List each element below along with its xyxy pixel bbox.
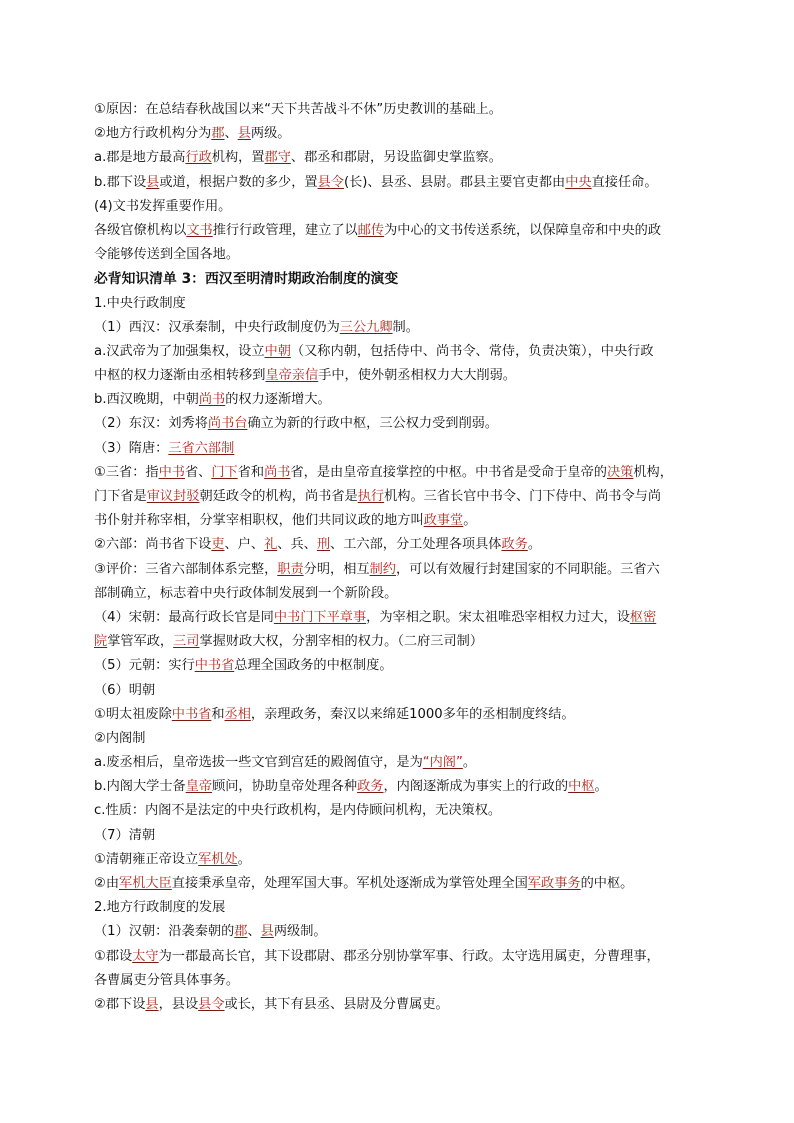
text-line — [94, 195, 714, 219]
text-segment: 门下省是 — [94, 489, 147, 504]
text-segment: 顾问，协助皇帝处理各种 — [212, 779, 358, 795]
text-line — [94, 437, 714, 461]
keyword-highlight: “内阁” — [422, 755, 463, 771]
text-segment: （3）隋唐： — [94, 440, 169, 456]
text-segment: a.郡是地方最高 — [94, 150, 186, 166]
keyword-highlight: 尚书 — [264, 464, 291, 480]
text-segment: 为中心的文书传送系统，以保障皇帝和中央的政 — [384, 222, 662, 238]
text-line — [94, 171, 714, 195]
text-segment: ，县设 — [158, 996, 199, 1012]
keyword-highlight: 县 — [145, 996, 159, 1012]
text-segment: a.废丞相后，皇帝选拔一些文官到宫廷的殿阁值守，是为 — [94, 755, 423, 771]
text-segment: ②由 — [94, 876, 120, 891]
keyword-highlight: 制约 — [369, 561, 396, 577]
text-line — [94, 509, 714, 533]
keyword-highlight: 三公九卿 — [339, 319, 393, 335]
text-segment: （又称内朝，包括侍中、尚书令、常侍，负责决策），中央行政 — [290, 343, 654, 359]
text-segment: 或长，其下有县丞、县尉及分曹属吏。 — [224, 996, 449, 1012]
text-segment: 两级制。 — [273, 924, 327, 940]
text-segment: ②地方行政机构分为 — [94, 126, 212, 142]
text-segment: （5）元朝：实行 — [94, 658, 195, 674]
text-segment: （1）西汉：汉承秦制，中央行政制度仍为 — [94, 319, 340, 335]
text-segment: 掌握财政大权，分割宰相的权力。（二府三司制） — [199, 634, 484, 650]
document-body — [94, 98, 714, 1017]
text-line — [94, 630, 714, 654]
text-segment: 各级官僚机构以 — [94, 222, 187, 238]
text-line — [94, 824, 714, 848]
text-segment: 两级。 — [250, 126, 291, 142]
text-line — [94, 727, 714, 751]
text-line — [94, 340, 714, 364]
keyword-highlight: 皇帝 — [185, 779, 213, 795]
text-segment: 必背知识清单 3：西汉至明清时期政治制度的演变 — [94, 271, 399, 288]
keyword-highlight: 太守 — [132, 948, 159, 964]
text-line — [94, 122, 714, 146]
text-line — [94, 969, 714, 993]
text-segment: 、户、 — [224, 537, 265, 553]
text-segment: （2）东汉：刘秀将 — [94, 416, 208, 432]
text-segment: 各曹属吏分管具体事务。 — [94, 972, 240, 988]
keyword-highlight: 中朝 — [264, 343, 291, 359]
text-segment: ①明太祖废除 — [94, 706, 172, 722]
keyword-highlight: 郡 — [211, 126, 225, 142]
text-segment: 、兵、 — [277, 537, 317, 553]
text-segment: 2.地方行政制度的发展 — [94, 900, 226, 916]
keyword-highlight: 邮传 — [357, 222, 385, 238]
text-segment: 或道，根据户数的多少，置 — [159, 174, 318, 190]
text-line — [94, 872, 714, 896]
text-segment: b.西汉晚期，中朝 — [94, 392, 199, 408]
text-segment: (4)文书发挥重要作用。 — [94, 198, 232, 214]
keyword-highlight: 县 — [237, 126, 251, 142]
keyword-highlight: 决策 — [606, 464, 634, 480]
keyword-highlight: 文书 — [186, 222, 213, 238]
text-segment: 、工六部，分工处理各项具体 — [330, 537, 502, 553]
text-line — [94, 896, 714, 920]
text-segment: （6）明朝 — [94, 682, 156, 698]
keyword-highlight: 中书省 — [171, 706, 212, 722]
text-line — [94, 461, 714, 485]
text-segment: 的权力逐渐增大。 — [225, 392, 331, 408]
text-segment: 直接任命。 — [591, 174, 658, 190]
text-segment: 。 — [594, 779, 608, 795]
text-segment: 确立为新的行政中枢，三公权力受到削弱。 — [247, 416, 499, 432]
keyword-highlight: 县 — [146, 174, 160, 190]
text-line — [94, 219, 714, 243]
text-segment: （7）清朝 — [94, 827, 156, 843]
text-segment: ②郡下设 — [94, 996, 146, 1012]
text-line — [94, 582, 714, 606]
text-line — [94, 751, 714, 775]
text-segment: ②内阁制 — [94, 730, 146, 746]
section-heading — [94, 267, 714, 291]
keyword-highlight: 皇帝亲信 — [265, 368, 319, 384]
keyword-highlight: 政务 — [501, 537, 528, 553]
text-segment: a.汉武帝为了加强集权，设立 — [94, 343, 265, 359]
text-segment: 掌管军政， — [107, 634, 174, 650]
text-segment: 总理全国政务的中枢制度。 — [234, 658, 393, 674]
keyword-highlight: 礼 — [264, 537, 278, 553]
keyword-highlight: 郡守 — [264, 150, 291, 166]
keyword-highlight: 中枢 — [568, 779, 595, 795]
keyword-highlight: 县令 — [317, 174, 344, 190]
text-line — [94, 316, 714, 340]
text-segment: ②六部：尚书省下设 — [94, 537, 212, 553]
keyword-highlight: 中书省 — [194, 658, 235, 674]
text-segment: （1）汉朝：沿袭秦朝的 — [94, 924, 235, 940]
text-segment: ，亲理政务，秦汉以来绵延1000多年的丞相制度终结。 — [250, 706, 575, 722]
text-line — [94, 533, 714, 557]
text-segment: 省、 — [184, 464, 212, 480]
text-line — [94, 775, 714, 799]
keyword-highlight: 县令 — [198, 996, 225, 1012]
text-segment: 1.中央行政制度 — [94, 295, 186, 311]
text-segment: 推行行政管理，建立了以 — [212, 222, 358, 238]
text-line — [94, 292, 714, 316]
text-line — [94, 388, 714, 412]
text-segment: 分明，相互 — [303, 561, 370, 577]
text-line — [94, 799, 714, 823]
keyword-highlight: 中书门下平章事 — [273, 609, 367, 625]
text-segment: 省和 — [237, 464, 265, 480]
keyword-highlight: 尚书 — [198, 392, 226, 408]
keyword-highlight: 军机处 — [198, 851, 238, 867]
text-line — [94, 98, 714, 122]
text-segment: ，为宰相之职。宋太祖唯恐宰相权力过大，设 — [366, 609, 630, 625]
text-segment: ①原因：在总结春秋战国以来“天下共苦战斗不休”历史教训的基础上。 — [94, 102, 502, 117]
text-segment: 、 — [247, 924, 261, 940]
text-segment: ①清朝雍正帝设立 — [94, 851, 199, 867]
keyword-highlight: 政务 — [357, 779, 384, 795]
text-segment: 书仆射并称宰相，分掌宰相职权，他们共同议政的地方叫 — [94, 513, 424, 529]
keyword-highlight: 三省六部制 — [168, 440, 235, 456]
keyword-highlight: 行政 — [185, 150, 212, 166]
text-line — [94, 920, 714, 944]
text-line — [94, 412, 714, 436]
keyword-highlight: 郡 — [234, 924, 248, 940]
keyword-highlight: 执行 — [357, 489, 385, 504]
keyword-highlight: 职责 — [277, 561, 304, 577]
keyword-highlight: 三司 — [173, 634, 200, 650]
text-segment: 中枢的权力逐渐由丞相转移到 — [94, 368, 266, 384]
text-line — [94, 146, 714, 170]
text-segment: b.郡下设 — [94, 174, 147, 190]
text-segment: 。 — [462, 755, 477, 771]
text-line — [94, 679, 714, 703]
text-segment: b.内阁大学士备 — [94, 779, 186, 795]
text-segment: ①三省：指 — [94, 464, 159, 480]
text-segment: 制。 — [392, 319, 419, 335]
text-segment: c.性质：内阁不是法定的中央行政机构，是内侍顾问机构，无决策权。 — [94, 803, 502, 819]
text-segment: 手中，使外朝丞相权力大大削弱。 — [318, 368, 516, 384]
keyword-highlight: 尚书台 — [207, 416, 248, 432]
keyword-highlight: 军政事务 — [527, 876, 581, 891]
text-segment: ①郡设 — [94, 948, 133, 964]
text-segment: 令能够传送到全国各地。 — [94, 247, 240, 263]
text-segment: 的中枢。 — [580, 876, 634, 891]
text-segment: 为一郡最高长官，其下设郡尉、郡丞分别协掌军事、行政。太守选用属吏，分曹理事， — [158, 948, 660, 964]
keyword-highlight: 门下 — [211, 464, 238, 480]
text-line — [94, 606, 714, 630]
text-segment: 直接秉承皇帝，处理军国大事。军机处逐渐成为掌管处理全国 — [171, 876, 528, 891]
text-segment: ，内阁逐渐成为事实上的行政的 — [383, 779, 569, 795]
text-segment: (长)、县丞、县尉。郡县主要官吏都由 — [343, 174, 566, 190]
keyword-highlight: 中书 — [158, 464, 185, 480]
text-segment: 省，是由皇帝直接掌控的中枢。中书省是受命于皇帝的 — [290, 464, 607, 480]
text-segment: 机构，置 — [211, 150, 265, 166]
keyword-highlight: 丞相 — [224, 706, 251, 722]
text-line — [94, 703, 714, 727]
text-line — [94, 364, 714, 388]
text-line — [94, 485, 714, 509]
text-segment: 朝廷政令的机构，尚书省是 — [199, 489, 358, 504]
text-line — [94, 558, 714, 582]
text-segment: 部制确立，标志着中央行政体制发展到一个新阶段。 — [94, 585, 398, 601]
keyword-highlight: 吏 — [211, 537, 225, 553]
text-segment: 机构， — [633, 464, 673, 480]
keyword-highlight: 政事堂 — [423, 513, 464, 529]
keyword-highlight: 县 — [260, 924, 274, 940]
text-segment: 。 — [463, 513, 477, 529]
keyword-highlight: 枢密 — [629, 609, 657, 625]
text-segment: （4）宋朝：最高行政长官是同 — [94, 609, 274, 625]
text-line — [94, 848, 714, 872]
text-segment: 。 — [237, 851, 251, 867]
text-line — [94, 993, 714, 1017]
text-segment: 机构。三省长官中书令、门下侍中、尚书令与尚 — [384, 489, 662, 504]
keyword-highlight: 刑 — [316, 537, 331, 553]
text-segment: 。 — [527, 537, 542, 553]
keyword-highlight: 审议封驳 — [146, 489, 200, 504]
text-segment: 和 — [211, 706, 225, 722]
text-line — [94, 654, 714, 678]
keyword-highlight: 中央 — [565, 174, 592, 190]
text-segment: 、 — [224, 126, 238, 142]
text-segment: ③评价：三省六部制体系完整， — [94, 561, 278, 577]
text-line — [94, 945, 714, 969]
text-segment: 、郡丞和郡尉，另设监御史掌监察。 — [290, 150, 502, 166]
keyword-highlight: 军机大臣 — [119, 876, 172, 891]
keyword-highlight: 院 — [94, 634, 108, 650]
text-line — [94, 243, 714, 267]
text-segment: ，可以有效履行封建国家的不同职能。三省六 — [395, 561, 660, 577]
